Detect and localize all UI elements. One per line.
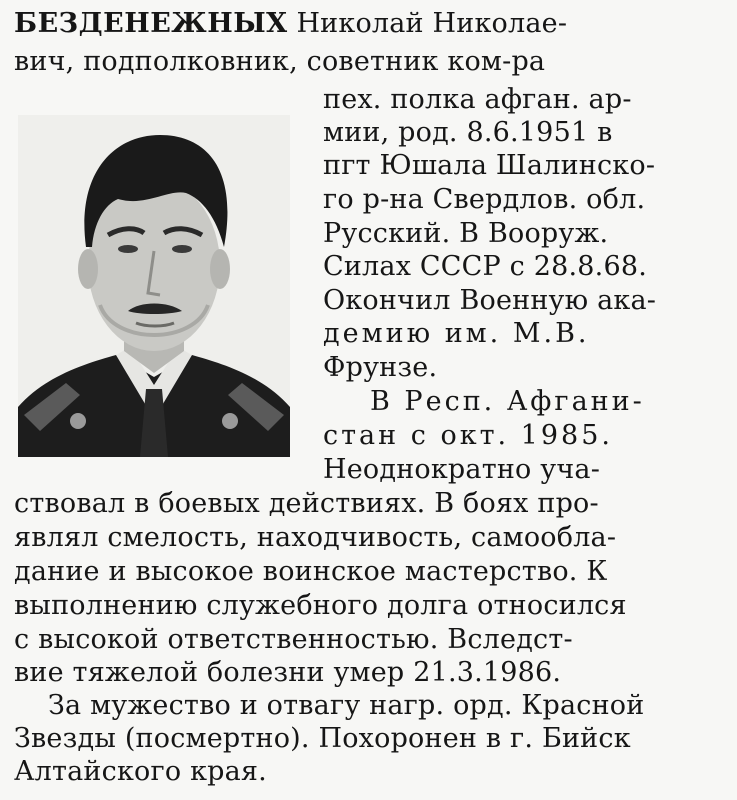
- entry-line: За мужество и отвагу нагр. орд. Красной: [48, 690, 645, 721]
- entry-line: В Респ. Афгани-: [370, 386, 645, 417]
- entry-name: Николай Николае-: [296, 8, 568, 39]
- entry-line: стан с окт. 1985.: [323, 420, 613, 451]
- entry-line: мии, род. 8.6.1951 в: [323, 117, 613, 148]
- entry-surname: БЕЗДЕНЕЖНЫХ: [14, 8, 288, 39]
- entry-line: го р-на Свердлов. обл.: [323, 184, 646, 215]
- entry-line: дание и высокое воинское мастерство. К: [14, 556, 608, 587]
- entry-first-line: [14, 8, 567, 40]
- entry-line: Алтайского края.: [14, 756, 267, 787]
- entry-line: пгт Юшала Шалинско-: [323, 150, 656, 181]
- entry-line: Окончил Военную ака-: [323, 285, 657, 316]
- entry-line: вич, подполковник, советник ком-ра: [14, 46, 546, 77]
- entry-line: ствовал в боевых действиях. В боях про-: [14, 488, 599, 519]
- entry-line: вие тяжелой болезни умер 21.3.1986.: [14, 657, 562, 688]
- entry-line: Неоднократно уча-: [323, 454, 601, 485]
- entry-line: являл смелость, находчивость, самообла-: [14, 522, 617, 553]
- entry-line: Русский. В Вооруж.: [323, 218, 609, 249]
- entry-line: с высокой ответственностью. Вследст-: [14, 624, 573, 655]
- entry-line: Силах СССР с 28.8.68.: [323, 251, 647, 282]
- portrait-photo: [18, 115, 290, 457]
- entry-line: выполнению служебного долга относился: [14, 590, 627, 621]
- entry-line: Звезды (посмертно). Похоронен в г. Бийск: [14, 723, 631, 754]
- entry-line: демию им. М.В.: [323, 318, 590, 349]
- entry-line: Фрунзе.: [323, 352, 438, 383]
- entry-line: пех. полка афган. ар-: [323, 84, 632, 115]
